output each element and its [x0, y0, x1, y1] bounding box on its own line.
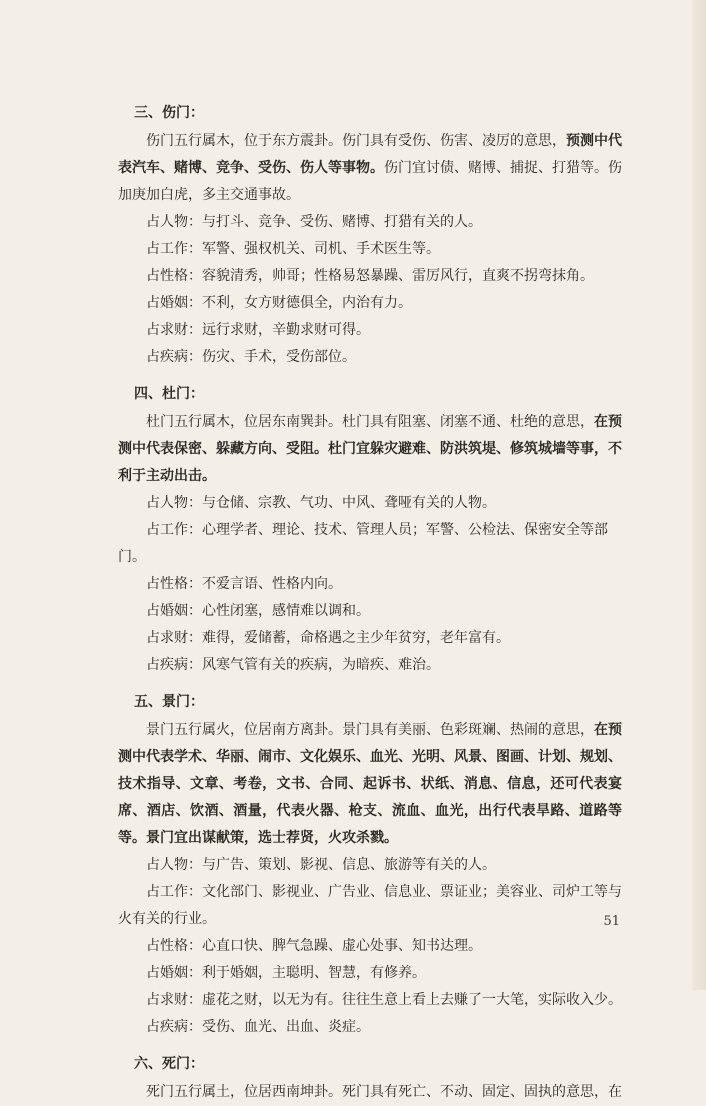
intro-text: 死门五行属土，位居西南坤卦。死门具有死亡、不动、固定、固执的意思，在	[146, 1084, 622, 1100]
intro-bold-text: 预测中代表汽车、赌博、竞争、受伤、伤人等事物。	[118, 133, 622, 176]
section-si-men	[118, 1051, 622, 1106]
list-item: 占求财：远行求财，辛勤求财可得。	[146, 322, 370, 338]
intro-text: 伤门五行属木，位于东方震卦。伤门具有受伤、伤害、凌厉的意思，	[146, 133, 566, 149]
intro-bold-text: 在预测中代表保密、躲藏方向、受阻。杜门宜躲灾避难、防洪筑堤、修筑城墙等事，不利于主动出击。	[118, 414, 622, 484]
list-item: 占工作：心理学者、理论、技术、管理人员；军警、公检法、保密安全等部门。	[118, 522, 608, 565]
list-item: 占婚姻：利于婚姻，主聪明、智慧，有修养。	[146, 965, 426, 981]
intro-bold-text: 在预测中代表学术、华丽、闹市、文化娱乐、血光、光明、风景、图画、计划、规划、技术指导、文章、考卷，文书、合同、起诉书、状纸、消息、信息，还可代表宴席、酒店、饮酒、酒量，代表火器、枪支、流血、血光，出行代表旱路、道路等等。景门宜出谋献策，选士荐贤，火攻杀戮。	[118, 722, 622, 846]
list-item: 占疾病：风寒气管有关的疾病，为暗疾、难治。	[146, 657, 440, 673]
list-item: 占疾病：受伤、血光、出血、炎症。	[146, 1019, 370, 1035]
intro-text: 景门五行属火，位居南方离卦。景门具有美丽、色彩斑斓、热闹的意思，	[146, 722, 594, 738]
list-item: 占人物：与打斗、竞争、受伤、赌博、打猎有关的人。	[146, 214, 482, 230]
list-item: 占婚姻：心性闭塞，感情难以调和。	[146, 603, 370, 619]
list-item: 占求财：虚花之财，以无为有。往往生意上看上去赚了一大笔，实际收入少。	[146, 992, 622, 1008]
list-item: 占性格：容貌清秀，帅哥；性格易怒暴躁、雷厉风行，直爽不拐弯抹角。	[146, 268, 594, 284]
section-intro	[118, 1079, 622, 1106]
section-shang-men	[118, 100, 622, 371]
section-heading: 三、伤门：	[134, 105, 204, 121]
section-du-men	[118, 381, 622, 679]
list-item: 占性格：不爱言语、性格内向。	[146, 576, 342, 592]
section-heading: 六、死门：	[134, 1056, 204, 1072]
list-item: 占婚姻：不利，女方财德俱全，内治有力。	[146, 295, 412, 311]
section-heading: 四、杜门：	[134, 386, 204, 402]
intro-text: 杜门五行属木，位居东南巽卦。杜门具有阻塞、闭塞不通、杜绝的意思，	[146, 414, 594, 430]
list-item: 占疾病：伤灾、手术，受伤部位。	[146, 349, 356, 365]
list-item: 占工作：军警、强权机关、司机、手术医生等。	[146, 241, 440, 257]
list-item: 占人物：与广告、策划、影视、信息、旅游等有关的人。	[146, 857, 496, 873]
list-item: 占求财：难得，爱储蓄，命格遇之主少年贫穷，老年富有。	[146, 630, 510, 646]
page-number: 51	[603, 914, 620, 929]
section-heading: 五、景门：	[134, 694, 204, 710]
page-edge-shadow	[692, 0, 706, 990]
intro-text: 伤门宜讨债、赌博、捕捉、打猎等。伤加庚加白虎，多主交通事故。	[118, 160, 622, 203]
section-intro	[118, 128, 622, 209]
section-jing-men	[118, 689, 622, 1041]
list-item: 占人物：与仓储、宗教、气功、中风、聋哑有关的人物。	[146, 495, 496, 511]
list-item: 占工作：文化部门、影视业、广告业、信息业、票证业；美容业、司炉工等与火有关的行业。	[118, 884, 622, 927]
list-item: 占性格：心直口快、脾气急躁、虚心处事、知书达理。	[146, 938, 482, 954]
section-intro	[118, 717, 622, 852]
section-intro	[118, 409, 622, 490]
